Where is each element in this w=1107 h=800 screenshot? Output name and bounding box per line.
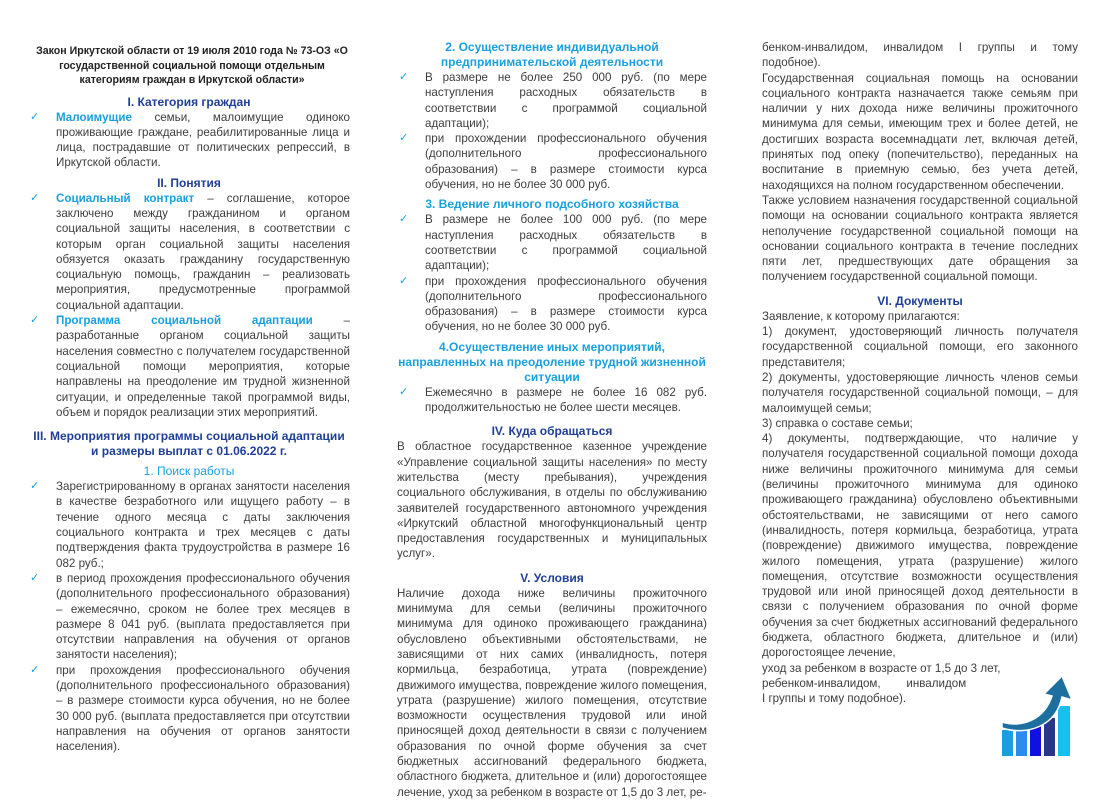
subsection-1-heading: 1. Поиск работы	[143, 464, 235, 479]
document-item-4-tail-3: I группы и тому подобное).	[762, 692, 907, 706]
document-item-2: 2) документы, удостоверяющие личность членов семьи получателя государственной социальной помощи, – для малоимущей семьи;	[762, 370, 1078, 415]
section-5-heading: V. Условия	[520, 570, 584, 585]
check-icon: ✓	[30, 571, 40, 584]
term-adaptation-program: Программа социальной адаптации	[56, 314, 313, 328]
column-3	[762, 40, 1078, 706]
section-5-text: Наличие дохода ниже величины прожиточного минимума для семьи (величины прожиточного минимума для одиноко проживающего гражданина) обусловлено объективными обстоятельствами, не зависящими от них самих (инвалидность, потеря кормильца, безработица, утрата (повреждение) движимого имущества, повреждение жилого помещения, утрата (разрушение) жилого помещения, отсутствие возможности осуществления трудовой или иной приносящей доход деятельности в связи с получением образования по очной форме обучения за счет бюджетных ассигнований федерального бюджета, областного бюджета, длительное и (или) дорогостоящее лечение, уход за ребенком в возрасте от 1,5 до 3 лет, ре-	[397, 586, 707, 799]
term-maloimushchie: Малоимущие	[56, 110, 132, 124]
subsection-4-heading: 4.Осуществление иных мероприятий, направленных на преодоление трудной жизненной ситуации	[398, 339, 706, 384]
list-item: ✓ Зарегистрированному в органах занятости населения в качестве безработного или ищущего работу – в течение одного месяца с даты заключения социального контракта и трех месяцев с даты подтверждения факта трудоустройства в размере 16 082 руб.;	[30, 480, 350, 570]
list-item: ✓ В размере не более 250 000 руб. (по мере наступления расходных обязательств в соответствии с программой социальной адаптации);	[399, 71, 707, 130]
document-item-4: 4) документы, подтверждающие, что наличие у получателя государственной социальной помощи дохода ниже величины прожиточного минимума для семьи (величины прожиточного минимума для одиноко проживающего гражданина) обусловлено объективными обстоятельствами, не зависящими от него самого (инвалидность, потеря кормильца, безработица, утрата (повреждение) движимого имущества, повреждение жилого помещения, утрата (разрушение) жилого помещения, отсутствие возможности осуществления трудовой или иной приносящей доход деятельности в связи с получением образования по очной форме обучения за счет бюджетных ассигнований федерального бюджета, областного бюджета, длительное и (или) дорогостоящее лечение,	[762, 432, 1078, 660]
section-3-heading: III. Мероприятия программы социальной адаптации и размеры выплат с 01.06.2022 г.	[33, 429, 345, 459]
term-social-contract: Социальный контракт	[56, 191, 195, 205]
check-icon: ✓	[399, 132, 409, 145]
continuation-text: бенком-инвалидом, инвалидом I группы и тому подобное).	[762, 41, 1078, 70]
section-4-text: В областное государственное казенное учреждение «Управление социальной защиты населения» по месту жительства (месту пребывания), учреждения социального обслуживания, в отделы по обслуживанию заявителей государственного автономного учреждения «Иркутский областной многофункциональный центр предоставления государственных и муниципальных услуг».	[397, 440, 707, 561]
subsection-3-heading: 3. Ведение личного подсобного хозяйства	[425, 197, 679, 212]
paragraph-condition: Также условием назначения государственной социальной помощи на основании социального контракта является неполучение государственной социальной помощи на основании социального контракта в течение последних пяти лет, предшествующих дате обращения за получением государственной социальной помощи.	[762, 193, 1078, 284]
section-6-heading: VI. Документы	[877, 293, 963, 308]
list-item: ✓ при прохождении профессионального обучения (дополнительного профессионального образования) – в размере стоимости курса обучения, но не более 30 000 руб.	[399, 132, 707, 192]
section-4-heading: IV. Куда обращаться	[491, 424, 613, 439]
check-icon: ✓	[399, 213, 409, 226]
column-1	[28, 40, 350, 754]
check-icon: ✓	[30, 110, 40, 123]
check-icon: ✓	[30, 663, 40, 676]
list-item: ✓ В размере не более 100 000 руб. (по мере наступления расходных обязательств в соответствии с программой социальной адаптации);	[399, 213, 707, 273]
column-2	[397, 40, 707, 800]
section-1-heading: I. Категория граждан	[127, 94, 251, 109]
subsection-2-heading: 2. Осуществление индивидуальной предпринимательской деятельности	[440, 40, 664, 69]
check-icon: ✓	[30, 191, 40, 204]
check-icon: ✓	[30, 314, 40, 327]
check-icon: ✓	[399, 274, 409, 287]
documents-intro: Заявление, к которому прилагаются:	[762, 309, 960, 323]
document-item-1: 1) документ, удостоверяющий личность получателя государственной социальной помощи, его законного представителя;	[762, 325, 1078, 369]
list-item: ✓ Программа социальной адаптации – разработанные органом социальной защиты населения совместно с получателем государственной социальной помощи мероприятия, которые направлены на преодоление им трудной жизненной ситуации, и определенные такой программой виды, объем и порядок реализации этих мероприятий.	[30, 314, 350, 419]
section-2-heading: II. Понятия	[157, 175, 221, 190]
list-item: ✓ Малоимущие семьи, малоимущие одиноко проживающие граждане, реабилитированные лица и лица, пострадавшие от политических репрессий, в Иркутской области.	[30, 110, 350, 170]
paragraph-large-families: Государственная социальная помощь на основании социального контракта назначается также семьям при наличии у них дохода ниже величины прожиточного минимума для семьи, имеющим трех и более детей, не достигших возраста восемнадцати лет, включая детей, принятых под опеку (попечительство), переданных на воспитание в приемную семью, без учета детей, находящихся на полном государственном обеспечении.	[762, 71, 1078, 192]
list-item: ✓ Социальный контракт – соглашение, которое заключено между гражданином и органом социальной защиты населения, в соответствии с которым орган социальной защиты населения обязуется оказать гражданину государственную социальную помощь, гражданин – реализовать мероприятия, предусмотренные программой социальной адаптации.	[30, 191, 350, 312]
check-icon: ✓	[30, 480, 40, 493]
check-icon: ✓	[399, 71, 409, 83]
document-item-4-tail-2: ребенком-инвалидом, инвалидом	[762, 676, 967, 690]
check-icon: ✓	[399, 385, 409, 398]
list-item: ✓ при прохождения профессионального обучения (дополнительного профессионального образования) – в размере стоимости курса обучения, но не более 30 000 руб. (выплата предоставляется при отсутствии направления на обучения от органов занятости населения).	[30, 663, 350, 754]
document-item-3: 3) справка о составе семьи;	[762, 416, 913, 430]
document-item-4-tail-1: уход за ребенком в возрасте от 1,5 до 3 лет,	[762, 661, 1001, 675]
list-item: ✓ в период прохождения профессионального обучения (дополнительного профессионального образования) – ежемесячно, сроком не более трех месяцев в размере 8 041 руб. (выплата предоставляется при отсутствии направления на обучения от органов занятости населения);	[30, 571, 350, 662]
growth-chart-arrow-icon	[1000, 674, 1074, 756]
document-title: Закон Иркутской области от 19 июля 2010 года № 73-ОЗ «О государственной социальной помощи отдельным категориям граждан в Иркутской области»	[36, 45, 348, 86]
list-item: ✓ при прохождения профессионального обучения (дополнительного профессионального образования) – в размере стоимости курса обучения, но не более 30 000 руб.	[399, 274, 707, 334]
list-item: ✓ Ежемесячно в размере не более 16 082 руб. продолжительностью не более шести месяцев.	[399, 385, 707, 415]
